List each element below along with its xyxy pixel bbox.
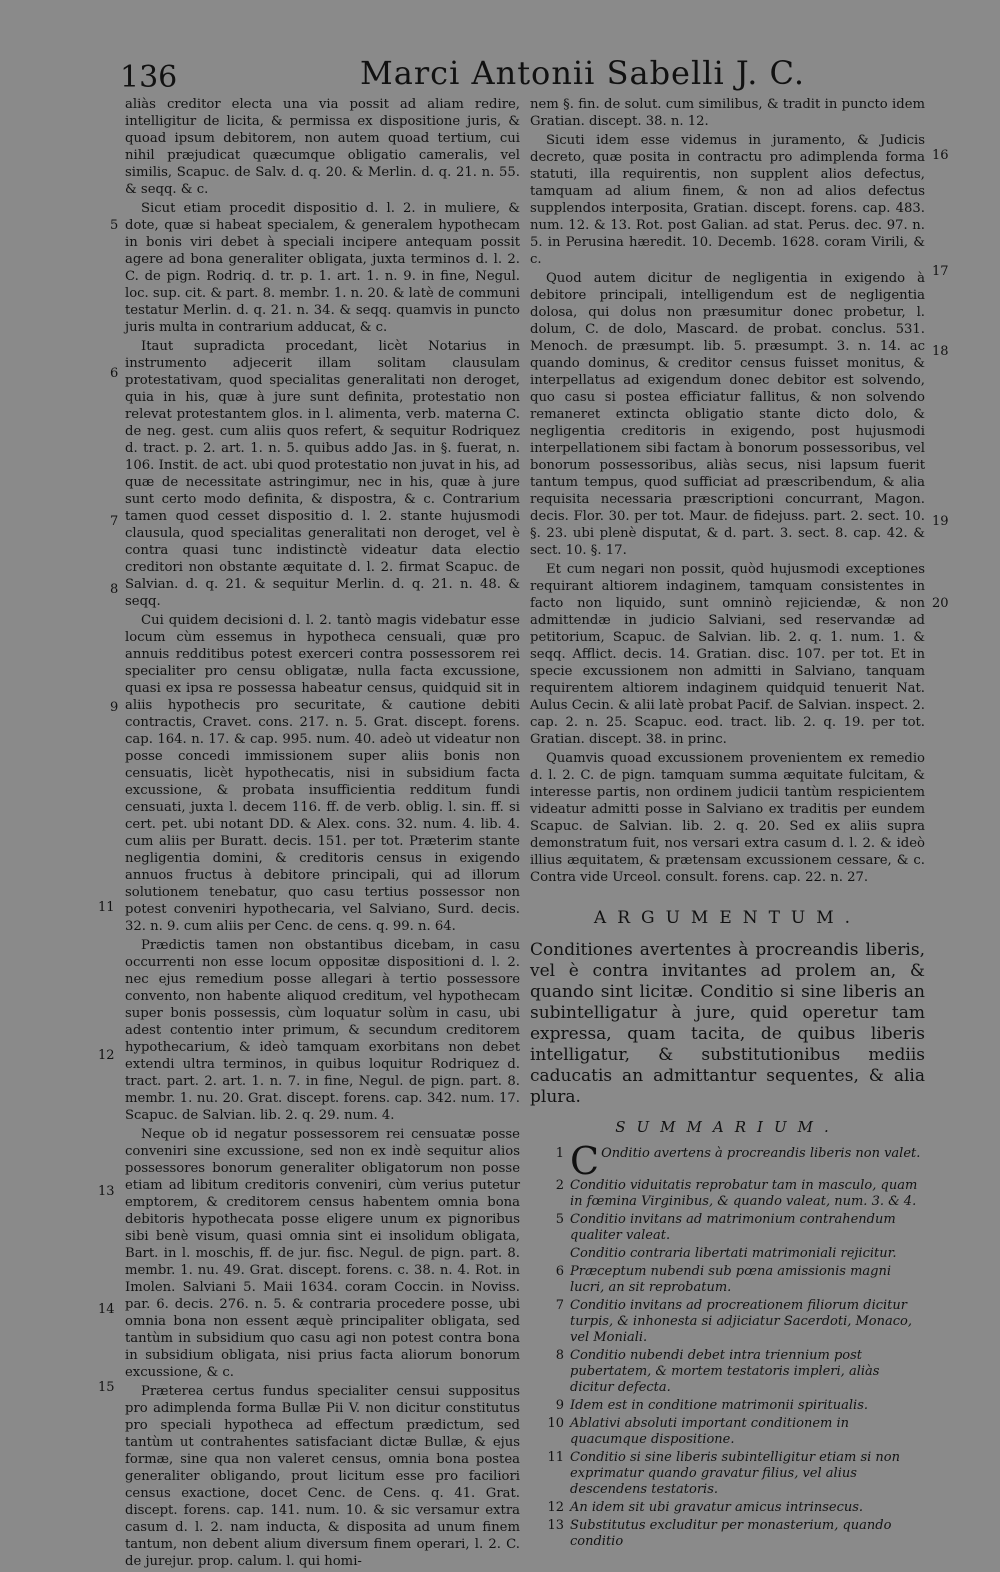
margin-number: 16	[932, 148, 949, 163]
argumentum-text: Conditiones avertentes à procreandis liberis, vel è contra invitantes ad prolem an, & quando sint licitæ. Conditio si sine liberis an subintelligatur à jure, quid operetur tam expressa, quam tacita, de quibus liberis intelligatur, & substitutionibus mediis caducatis an admittantur sequentes, & alia plura.	[530, 940, 925, 1107]
right-paragraph-4: Et cum negari non possit, quòd hujusmodi exceptiones requirant altiorem indaginem, tamquam consistentes in facto non liquido, sunt omninò rejiciendæ, & non admittendæ in judicio Salviani, sed reservandæ ad petitorium, Scapuc. de Salvian. lib. 2. q. 1. num. 1. & seqq. Afflict. decis. 14. Gratian. disc. 107. per tot. Et in specie excussionem non admitti in Salviano, tanquam requirentem altiorem indaginem quidquid tenuerit Nat. Aulus Cecin. & alii latè probat Pacif. de Salvian. inspect. 2. cap. 2. n. 25. Scapuc. eod. tract. lib. 2. q. 19. per tot. Gratian. discept. 38. in princ.	[530, 562, 925, 747]
summary-item-text: Conditio invitans ad matrimonium contrahendum qualiter valeat.	[570, 1212, 896, 1243]
margin-number: 6	[110, 366, 119, 381]
left-paragraph-3: Itaut supradicta procedant, licèt Notarius in instrumento adjecerit illam solitam clausulam protestativam, quod specialitas generalitati non deroget, quia in his, quæ à jure sunt definita, protestatio non relevat protestantem glos. in l. alimenta, verb. materna C. de neg. gest. cum aliis quos refert, & sequitur Rodriquez d. tract. p. 2. art. 1. n. 5. quibus addo Jas. in §. fuerat, n. 106. Instit. de act. ubi quod protestatio non juvat in his, ad quæ de necessitate astringimur, nec in his, quæ à jure sunt certo modo definita, & dispostra, & c. Contrarium tamen quod cesset dispositio d. l. 2. stante hujusmodi clausula, quod specialitas generalitati non deroget, vel è contra quasi tunc indistinctè videatur data electio creditori non obstante æquitate d. l. 2. firmat Scapuc. de Salvian. d. q. 21. & sequitur Merlin. d. q. 21. n. 48. & seqq.	[125, 339, 520, 609]
summarium-heading: SUMMARIUM.	[615, 1118, 840, 1136]
margin-number: 15	[98, 1380, 115, 1395]
left-paragraph-1: aliàs creditor electa una via possit ad aliam redire, intelligitur de licita, & permissa ex dispositione juris, & quoad ipsum debitorem, non autem quoad tertium, cui nihil præjudicat quæcumque obligatio cameralis, vel similis, Scapuc. de Salv. d. q. 20. & Merlin. d. q. 21. n. 55. & seqq. & c.	[125, 97, 520, 197]
summary-item	[530, 1348, 925, 1396]
summary-item-number: 8	[555, 1348, 564, 1363]
summary-item-number: 9	[555, 1398, 564, 1413]
argumentum-heading: ARGUMENTUM.	[593, 908, 862, 928]
page-header	[120, 52, 920, 94]
summary-item-number: 2	[555, 1178, 564, 1193]
summary-item-number: 13	[547, 1518, 564, 1533]
summary-item	[530, 1398, 925, 1414]
summary-item-text: Idem est in conditione matrimonii spiritualis.	[570, 1398, 868, 1413]
margin-number: 5	[110, 218, 119, 233]
summary-item-number: 7	[555, 1298, 564, 1313]
summary-item-text: Conditio contraria libertati matrimoniali rejicitur.	[570, 1246, 897, 1261]
margin-number: 13	[98, 1184, 115, 1199]
margin-number: 7	[110, 514, 119, 529]
summary-item	[530, 1500, 925, 1516]
summary-item-number: 12	[547, 1500, 564, 1515]
summary-item	[530, 1246, 925, 1262]
summary-item-text: Conditio nubendi debet intra triennium post pubertatem, & mortem testatoris impleri, aliàs dicitur defecta.	[570, 1348, 880, 1395]
summary-item-number: 11	[547, 1450, 564, 1465]
margin-number: 17	[932, 264, 949, 279]
summary-item	[530, 1518, 925, 1550]
summary-item	[530, 1264, 925, 1296]
summary-item-number: 1	[555, 1146, 564, 1161]
summary-list	[530, 1139, 925, 1550]
right-paragraph-5: Quamvis quoad excussionem provenientem ex remedio d. l. 2. C. de pign. tamquam summa æquitate fulcitam, & interesse partis, non ordinem judicii tantùm respicientem videatur admitti posse in Salviano ex traditis per eundem Scapuc. de Salvian. lib. 2. q. 20. Sed ex aliis supra demonstratum fuit, nos versari extra casum d. l. 2. & ideò illius æquitatem, & prætensam excussionem cessare, & c. Contra vide Urceol. consult. forens. cap. 22. n. 27.	[530, 751, 925, 885]
summary-item	[530, 1298, 925, 1346]
summary-item-text: An idem sit ubi gravatur amicus intrinsecus.	[570, 1500, 864, 1515]
margin-number: 19	[932, 514, 949, 529]
margin-number: 20	[932, 596, 949, 611]
summary-item-text: Conditio si sine liberis subintelligitur etiam si non exprimatur quando gravatur filius, vel alius descendens testatoris.	[570, 1450, 900, 1497]
summary-item-text: Substitutus excluditur per monasterium, quando conditio	[570, 1518, 892, 1549]
margin-number: 14	[98, 1302, 115, 1317]
running-head: Marci Antonii Sabelli J. C.	[360, 54, 806, 92]
left-paragraph-5: Prædictis tamen non obstantibus dicebam, in casu occurrenti non esse locum oppositæ dispositioni d. l. 2. nec ejus remedium posse allegari à tertio possessore convento, non habente aliquod creditum, vel hypothecam super bonis possessis, cùm loquatur solùm in casu, ubi adest contentio inter primum, & secundum creditorem hypothecarium, & ideò tamquam exorbitans non debet extendi ultra terminos, in quibus loquitur Rodriquez d. tract. part. 2. art. 1. n. 7. in fine, Negul. de pign. part. 8. membr. 1. nu. 20. Grat. discept. forens. cap. 342. num. 17. Scapuc. de Salvian. lib. 2. q. 29. num. 4.	[125, 938, 520, 1123]
left-paragraph-4: Cui quidem decisioni d. l. 2. tantò magis videbatur esse locum cùm essemus in hypotheca censuali, quæ pro annuis redditibus potest exerceri contra possessorem rei specialiter pro censu obligatæ, nulla facta excussione, quasi ex ipsa re possessa habeatur census, quidquid sit in aliis hypothecis pro securitate, & cautione debiti contractis, Cravet. cons. 217. n. 5. Grat. discept. forens. cap. 164. n. 17. & cap. 995. num. 40. adeò ut videatur non posse concedi immissionem super aliis bonis non censuatis, licèt hypothecatis, nisi in subsidium facta excussione, & probata insufficientia redditum fundi censuati, juxta l. decem 116. ff. de verb. oblig. l. sin. ff. si cert. pet. ubi notant DD. & Alex. cons. 32. num. 4. lib. 4. cum aliis per Buratt. decis. 151. per tot. Præterim stante negligentia domini, & creditoris census in exigendo annuos fructus à debitore principali, qui ad illorum solutionem tenebatur, quo casu tertius possessor non potest conveniri hypothecaria, vel Salviano, Surd. decis. 32. n. 9. cum aliis per Cenc. de cens. q. 99. n. 64.	[125, 613, 520, 934]
summary-item-number	[530, 1246, 570, 1262]
summary-item	[530, 1416, 925, 1448]
margin-number: 18	[932, 344, 949, 359]
page-number: 136	[120, 60, 178, 95]
right-paragraph-2: Sicuti idem esse videmus in juramento, & Judicis decreto, quæ posita in contractu pro adimplenda forma statuti, illa requirentis, non supplent alios defectus, tamquam ad alium finem, & non ad alios defectus supplendos interposita, Gratian. discept. forens. cap. 483. num. 12. & 13. Rot. post Galian. ad stat. Perus. dec. 97. n. 5. in Perusina hæredit. 10. Decemb. 1628. coram Virili, & c.	[530, 133, 925, 267]
summary-item	[530, 1450, 925, 1498]
summary-item-text: Conditio invitans ad procreationem filiorum dicitur turpis, & inhonesta si adjiciatur Sacerdoti, Monaco, vel Moniali.	[570, 1298, 912, 1345]
summary-item-text: Præceptum nubendi sub pœna amissionis magni lucri, an sit reprobatum.	[570, 1264, 892, 1295]
summary-item	[530, 1139, 925, 1183]
summary-item-text: Conditio viduitatis reprobatur tam in masculo, quam in fœmina Virginibus, & quando valeat, num. 3. & 4.	[570, 1178, 918, 1209]
left-paragraph-2: Sicut etiam procedit dispositio d. l. 2. in muliere, & dote, quæ si habeat specialem, & generalem hypothecam in bonis viri debet à speciali incipere antequam possit agere ad bona generaliter obligata, juxta terminos d. l. 2. C. de pign. Rodriq. d. tr. p. 1. art. 1. n. 9. in fine, Negul. loc. sup. cit. & part. 8. membr. 1. n. 20. & latè de communi testatur Merlin. d. q. 21. n. 34. & seqq. quamvis in puncto juris multa in contrarium adducat, & c.	[125, 201, 520, 335]
margin-number: 11	[98, 900, 115, 915]
right-paragraph-3: Quod autem dicitur de negligentia in exigendo à debitore principali, intelligendum est de negligentia dolosa, qui dolus non præsumitur donec probetur, l. dolum, C. de dolo, Mascard. de probat. conclus. 531. Menoch. de præsumpt. lib. 5. præsumpt. 3. n. 14. ac quando dominus, & creditor census fuisset monitus, & interpellatus ad exigendum donec debitor est solvendo, quo casu si postea efficiatur fallitus, & non solvendo remaneret extincta obligatio stante dicto dolo, & negligentia creditoris in exigendo, post hujusmodi interpellationem sibi factam à bonorum possessoribus, vel bonorum possessoribus, aliàs secus, nisi lapsum fuerit tantum tempus, quod sufficiat ad præscribendum, & alia requisita necessaria præscriptioni concurrant, Magon. decis. Flor. 30. per tot. Maur. de fidejuss. part. 2. sect. 10. §. 23. ubi plenè disputat, & d. part. 3. sect. 8. cap. 42. & sect. 10. §. 17.	[530, 271, 925, 558]
margin-number: 8	[110, 582, 119, 597]
right-paragraph-1: nem §. fin. de solut. cum similibus, & tradit in puncto idem Gratian. discept. 38. n. 12.	[530, 97, 925, 129]
margin-number: 12	[98, 1048, 115, 1063]
summary-item-number: 5	[555, 1212, 564, 1227]
summary-item-text: Ablativi absoluti important conditionem in quacumque dispositione.	[570, 1416, 850, 1447]
left-paragraph-6: Neque ob id negatur possessorem rei censuatæ posse conveniri sine excussione, sed non ex indè sequitur alios possessores bonorum generaliter obligatorum non posse etiam ad libitum creditoris conveniri, cùm verius putetur emptorem, & creditorem census habentem omnia bona debitoris hypothecata posse eligere unum ex pignoribus sibi benè visum, quasi omnia sint ei insolidum obligata, Bart. in l. moschis, ff. de jur. fisc. Negul. de pign. part. 8. membr. 1. nu. 49. Grat. discept. forens. c. 38. n. 4. Rot. in Imolen. Salviani 5. Maii 1634. coram Coccin. in Noviss. par. 6. decis. 276. n. 5. & contraria procedere posse, ubi omnia bona non essent æquè principaliter obligata, sed tantùm in subsidium quo casu agi non potest contra bona in subsidium obligata, nisi prius facta aliorum bonorum excussione, & c.	[125, 1127, 520, 1380]
summary-item-number: 10	[547, 1416, 564, 1431]
summary-item	[530, 1212, 925, 1244]
drop-cap: C	[570, 1139, 600, 1183]
right-column	[530, 96, 925, 1552]
left-column	[125, 96, 520, 1572]
margin-number: 9	[110, 700, 119, 715]
summary-item-number: 6	[555, 1264, 564, 1279]
summary-item	[530, 1178, 925, 1210]
left-paragraph-7: Præterea certus fundus specialiter censui suppositus pro adimplenda forma Bullæ Pii V. non dicitur constitutus pro speciali hypotheca ad effectum prædictum, sed tantùm ut contrahentes satisfaciant dictæ Bullæ, & ejus formæ, sine qua non valeret census, omnia bona postea generaliter obligando, prout licitum esse pro faciliori census exactione, docet Cenc. de Cens. q. 41. Grat. discept. forens. cap. 141. num. 10. & sic versamur extra casum d. l. 2. nam inducta, & disposita ad unum finem tantum, non debent alium diversum finem operari, l. 2. C. de jurejur. prop. calum. l. qui homi-	[125, 1384, 520, 1569]
summary-item-text: C Onditio avertens à procreandis liberis non valet.	[570, 1139, 921, 1183]
